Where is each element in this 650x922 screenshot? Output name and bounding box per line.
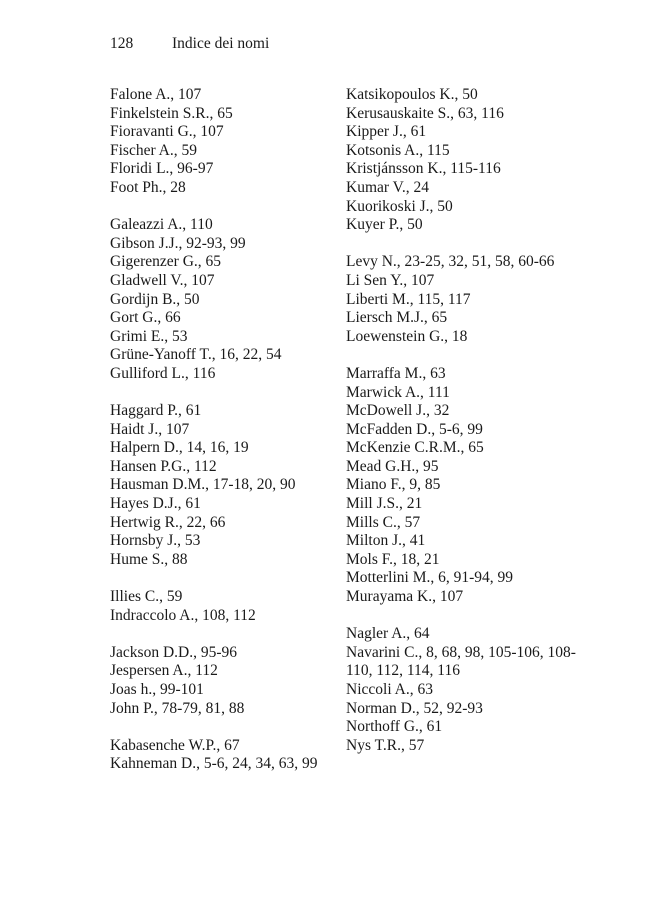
index-entry: Gort G., 66: [110, 309, 181, 327]
index-letter-group: [110, 216, 330, 383]
index-entry: Miano F., 9, 85: [346, 476, 441, 494]
index-entry: Hume S., 88: [110, 550, 188, 568]
index-letter-group: [346, 86, 576, 235]
index-entry: Marraffa M., 63: [346, 364, 446, 382]
index-entry: Kuyer P., 50: [346, 216, 423, 234]
index-entry: Niccoli A., 63: [346, 681, 433, 698]
index-entry: McFadden D., 5-6, 99: [346, 420, 483, 438]
index-entry: Foot Ph., 28: [110, 178, 186, 196]
index-entry: Finkelstein S.R., 65: [110, 104, 233, 122]
index-letter-group: [110, 644, 330, 718]
index-letter-group: [346, 253, 576, 346]
page-number: 128: [110, 35, 134, 52]
index-entry: Kristjánsson K., 115-116: [346, 160, 501, 178]
index-entry: Grimi E., 53: [110, 327, 188, 345]
index-entry: Jespersen A., 112: [110, 662, 218, 680]
index-entry: Kabasenche W.P., 67: [110, 736, 240, 754]
index-entry: Hansen P.G., 112: [110, 457, 217, 475]
index-letter-group: [110, 86, 330, 198]
index-entry: Haggard P., 61: [110, 402, 202, 420]
index-entry: Gladwell V., 107: [110, 271, 215, 289]
index-entry: Gigerenzer G., 65: [110, 253, 222, 271]
index-letter-group: [110, 402, 330, 569]
index-entry: Gordijn B., 50: [110, 290, 200, 308]
index-entry: Gulliford L., 116: [110, 364, 216, 382]
index-entry: Joas h., 99-101: [110, 681, 204, 698]
index-entry: Kerusauskaite S., 63, 116: [346, 104, 504, 122]
index-entry: Marwick A., 111: [346, 383, 450, 401]
index-entry: Liersch M.J., 65: [346, 309, 448, 327]
index-letter-group: [346, 365, 576, 607]
index-entry: Haidt J., 107: [110, 420, 190, 438]
index-entry: Indraccolo A., 108, 112: [110, 606, 256, 624]
index-entry: Levy N., 23-25, 32, 51, 58, 60-66: [346, 253, 555, 271]
index-entry: Jackson D.D., 95-96: [110, 643, 237, 661]
index-entry: Kipper J., 61: [346, 123, 427, 141]
index-entry: Hornsby J., 53: [110, 532, 201, 550]
index-entry: Floridi L., 96-97: [110, 160, 214, 178]
index-entry: Mols F., 18, 21: [346, 550, 440, 568]
index-entry: Kotsonis A., 115: [346, 141, 450, 159]
index-entry: Galeazzi A., 110: [110, 216, 213, 234]
index-letter-group: [346, 625, 576, 755]
index-entry: Gibson J.J., 92-93, 99: [110, 234, 246, 252]
index-column-left: [110, 86, 330, 793]
index-entry: Mills C., 57: [346, 513, 421, 531]
index-entry: Kahneman D., 5-6, 24, 34, 63, 99: [110, 755, 318, 773]
index-entry: Nagler A., 64: [346, 625, 430, 643]
index-entry: Halpern D., 14, 16, 19: [110, 439, 249, 457]
index-entry: Milton J., 41: [346, 532, 426, 550]
index-entry: Hausman D.M., 17-18, 20, 90: [110, 476, 296, 494]
index-entry: Navarini C., 8, 68, 98, 105-106, 108-110, 112, 114, 116: [346, 643, 576, 680]
index-entry: McKenzie C.R.M., 65: [346, 439, 484, 457]
index-entry: Illies C., 59: [110, 588, 183, 606]
index-entry: Hayes D.J., 61: [110, 495, 201, 513]
index-entry: Kuorikoski J., 50: [346, 197, 453, 215]
index-entry: Nys T.R., 57: [346, 736, 425, 754]
index-entry: Hertwig R., 22, 66: [110, 513, 226, 531]
running-header: [110, 34, 269, 54]
index-entry: Motterlini M., 6, 91-94, 99: [346, 569, 514, 587]
index-entry: Li Sen Y., 107: [346, 271, 435, 289]
index-letter-group: [110, 588, 330, 625]
index-entry: McDowell J., 32: [346, 402, 450, 420]
index-entry: Fischer A., 59: [110, 141, 197, 159]
index-letter-group: [110, 737, 330, 774]
index-entry: John P., 78-79, 81, 88: [110, 699, 245, 717]
index-entry: Mead G.H., 95: [346, 457, 439, 475]
running-title: Indice dei nomi: [172, 35, 270, 52]
index-entry: Loewenstein G., 18: [346, 327, 468, 345]
index-entry: Liberti M., 115, 117: [346, 290, 471, 308]
index-entry: Mill J.S., 21: [346, 495, 423, 513]
index-entry: Falone A., 107: [110, 86, 202, 103]
index-entry: Fioravanti G., 107: [110, 123, 224, 141]
index-entry: Murayama K., 107: [346, 588, 464, 606]
index-entry: Katsikopoulos K., 50: [346, 86, 478, 103]
index-entry: Grüne-Yanoff T., 16, 22, 54: [110, 346, 282, 364]
index-entry: Norman D., 52, 92-93: [346, 699, 483, 717]
index-entry: Northoff G., 61: [346, 718, 443, 736]
index-column-right: [346, 86, 576, 774]
index-entry: Kumar V., 24: [346, 178, 429, 196]
